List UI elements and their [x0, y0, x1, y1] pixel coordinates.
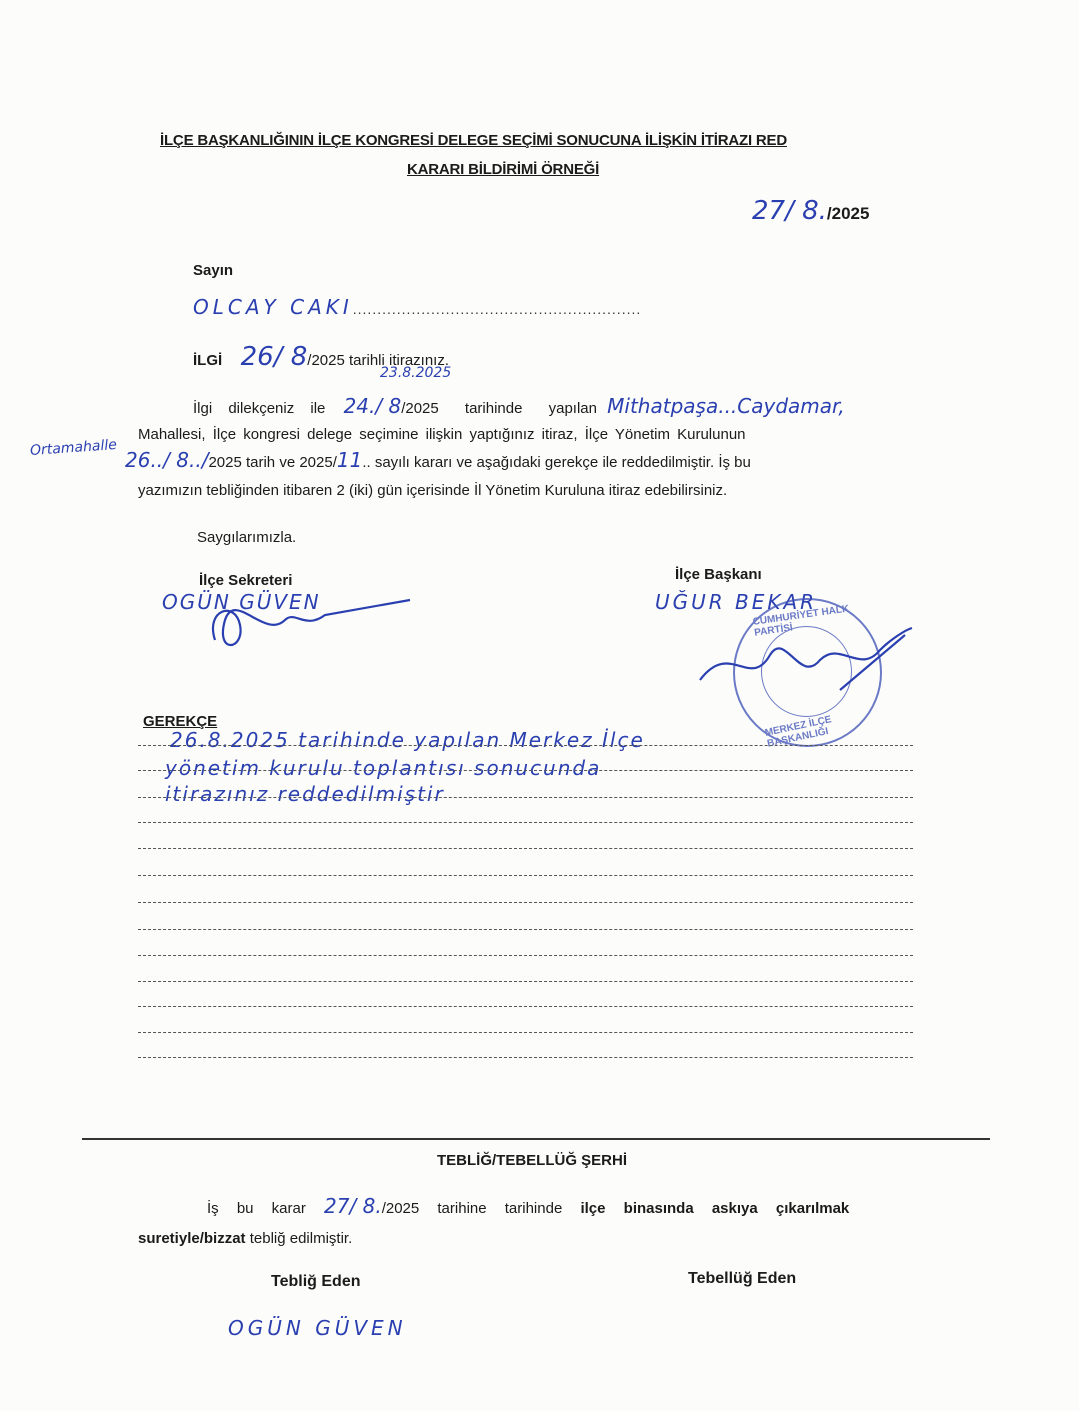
gerekce-ruled-line	[138, 981, 913, 982]
president-name-handwritten: UĞUR BEKAR	[655, 590, 818, 614]
ilgi-note-handwritten: 23.8.2025	[380, 365, 452, 381]
gerekce-ruled-line	[138, 822, 913, 823]
body-line4: yazımızın tebliğinden itibaren 2 (iki) gün içerisinde İl Yönetim Kuruluna itiraz edebilirsiniz.	[138, 482, 728, 499]
body-line3-number-handwritten: 11	[336, 448, 363, 472]
teblig-line2-rest: tebliğ edilmiştir.	[249, 1230, 353, 1247]
gerekce-ruled-line	[138, 1057, 913, 1058]
secretary-signature	[195, 580, 425, 660]
body-line2: Mahallesi, İlçe kongresi delege seçimine ilişkin yaptığınız itiraz, İlçe Yönetim Kurulunun	[138, 426, 746, 443]
gerekce-line1-handwritten: 26.8.2025 tarihinde yapılan Merkez İlçe	[170, 728, 645, 752]
body-line1-neighborhood-handwritten: Mithatpaşa...Caydamar,	[607, 394, 845, 418]
teblig-eden-name-handwritten: OGÜN GÜVEN	[228, 1316, 407, 1340]
gerekce-ruled-line	[138, 770, 913, 771]
body-line1-start: İlgi dilekçeniz ile	[193, 400, 326, 417]
gerekce-ruled-line	[138, 797, 913, 798]
body-line1-date-handwritten: 24./ 8	[343, 394, 402, 418]
recipient-line	[193, 295, 641, 319]
body-line3-text-a: 2025 tarih ve 2025/	[208, 454, 337, 471]
body-line1-mid: /2025 tarihinde yapılan	[401, 400, 597, 417]
gerekce-ruled-line	[138, 1006, 913, 1007]
teblig-method: suretiyle/bizzat	[138, 1230, 246, 1247]
document-date	[752, 196, 869, 226]
gerekce-ruled-line	[138, 902, 913, 903]
party-stamp-text-bottom: MERKEZ İLÇE BAŞKANLIĞI	[763, 714, 833, 750]
closing-text: Saygılarımızla.	[197, 529, 297, 546]
gerekce-ruled-line	[138, 929, 913, 930]
gerekce-label: GEREKÇE	[143, 713, 218, 730]
gerekce-ruled-line	[138, 848, 913, 849]
party-stamp-text-top: CUMHURİYET HALK PARTİSİ	[752, 603, 850, 639]
body-line3	[125, 448, 751, 472]
ilgi-date-handwritten: 26/ 8	[240, 342, 308, 372]
margin-note-handwritten: Ortamahalle	[29, 436, 118, 460]
secretary-name-handwritten: OGÜN GÜVEN	[162, 590, 321, 614]
body-line3-date-handwritten: 26../ 8../	[125, 448, 209, 472]
ilgi-label: İLGİ	[193, 352, 223, 369]
body-line1	[193, 394, 845, 418]
gerekce-ruled-line	[138, 955, 913, 956]
document-date-year: /2025	[826, 204, 870, 223]
teblig-line2	[138, 1230, 352, 1247]
president-label: İlçe Başkanı	[675, 566, 762, 583]
president-signature	[690, 620, 920, 700]
gerekce-line2-handwritten: yönetim kurulu toplantısı sonucunda	[165, 756, 602, 780]
document-title-line2: KARARI BİLDİRİMİ ÖRNEĞİ	[407, 161, 600, 178]
teblig-line1-end: ilçe binasında askıya çıkarılmak	[580, 1200, 850, 1217]
teblig-line1-start: İş bu karar	[207, 1200, 306, 1217]
gerekce-ruled-line	[138, 745, 913, 746]
gerekce-line3-handwritten: itirazınız reddedilmiştir	[165, 782, 445, 806]
gerekce-ruled-line	[138, 1032, 913, 1033]
document-title-line1: İLÇE BAŞKANLIĞININ İLÇE KONGRESİ DELEGE SEÇİMİ SONUCUNA İLİŞKİN İTİRAZI RED	[160, 132, 787, 149]
teblig-date-handwritten: 27/ 8.	[324, 1194, 382, 1218]
teblig-line1-mid: /2025 tarihine tarihinde	[381, 1200, 563, 1217]
gerekce-ruled-line	[138, 875, 913, 876]
teblig-title: TEBLİĞ/TEBELLÜĞ ŞERHİ	[437, 1152, 628, 1169]
secretary-label: İlçe Sekreteri	[199, 572, 293, 589]
teblig-eden-label: Tebliğ Eden	[271, 1273, 361, 1290]
section-divider	[82, 1138, 990, 1140]
ilgi-text: /2025 tarihli itirazınız.	[307, 352, 450, 369]
body-line3-text-b: .. sayılı kararı ve aşağıdaki gerekçe ile reddedilmiştir. İş bu	[362, 454, 751, 471]
teblig-line1	[207, 1194, 849, 1218]
tebellug-eden-label: Tebellüğ Eden	[688, 1270, 797, 1287]
document-date-handwritten: 27/ 8.	[752, 196, 827, 226]
recipient-dots: ...........................................................	[352, 301, 642, 317]
salutation-label: Sayın	[193, 262, 234, 279]
recipient-name-handwritten: OLCAY CAKI	[193, 295, 353, 319]
